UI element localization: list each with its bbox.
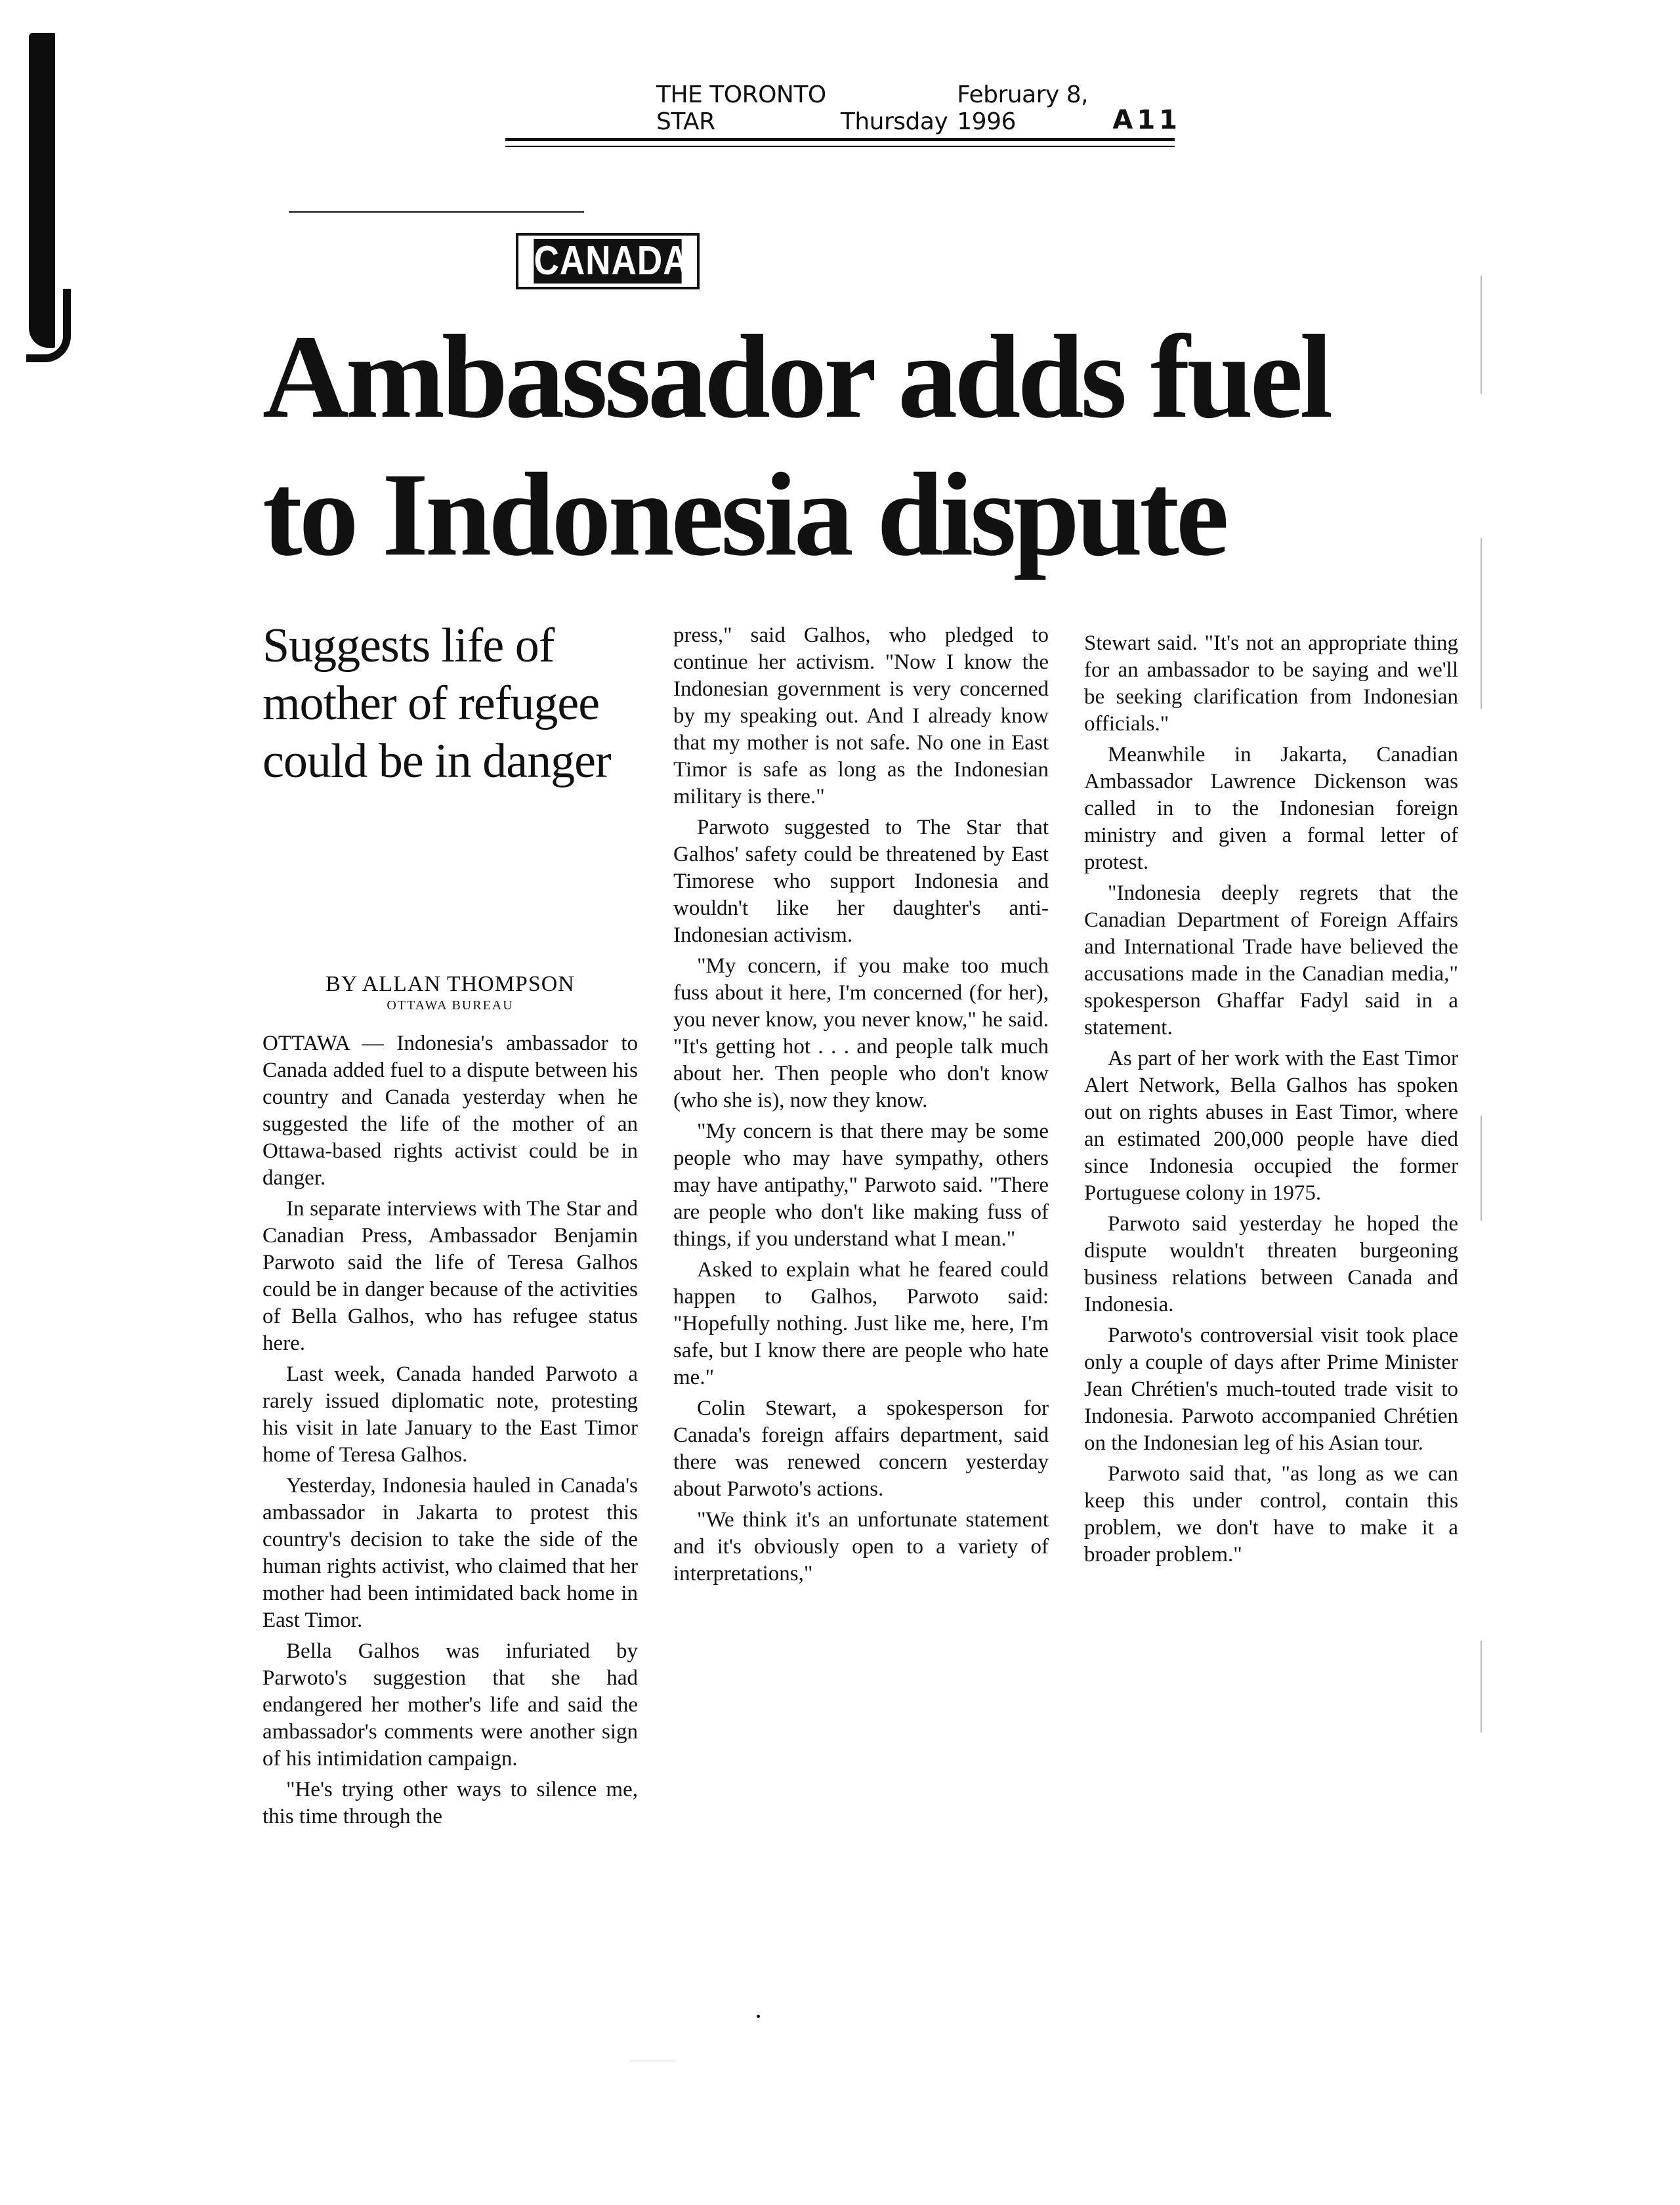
section-rule: [289, 211, 584, 213]
binder-hook-mark: [26, 289, 71, 362]
paragraph: In separate interviews with The Star and Canadian Press, Ambassador Benjamin Parwoto said the life of Teresa Galhos could be in danger because of the activities of Bella Galhos, who has refugee status here.: [262, 1197, 638, 1355]
paragraph: "Indonesia deeply regrets that the Canadian Department of Foreign Affairs and International Trade have believed the accusations made in the Canadian media," spokesperson Ghaffar Fadyl said in a statement.: [1084, 881, 1458, 1040]
article-column-3: [1084, 630, 1458, 1572]
paragraph: OTTAWA — Indonesia's ambassador to Canada added fuel to a dispute between his country and Canada yesterday when he suggested the life of the mother of an Ottawa-based rights activist could be in danger.: [262, 1032, 638, 1190]
paragraph: Parwoto suggested to The Star that Galhos' safety could be threatened by East Timorese who support Indonesia and wouldn't like her daughter's anti-Indonesian activism.: [673, 816, 1049, 947]
deck-line-1: Suggests life of: [262, 619, 555, 673]
section-flag-label: CANADA: [534, 238, 689, 284]
section-flag: [516, 233, 700, 289]
header-page-number: A11: [1112, 105, 1181, 135]
headline: [262, 308, 1483, 584]
deck-line-2: mother of refugee: [262, 677, 600, 730]
paragraph: Parwoto's controversial visit took place only a couple of days after Prime Minister Jean Chrétien's much-touted trade visit to Indonesia. Parwoto accompanied Chrétien on the Indonesian leg of his Asian tour.: [1084, 1324, 1458, 1455]
scan-edge-mark: [1480, 1116, 1482, 1221]
running-header: [656, 81, 1181, 135]
paragraph: press," said Galhos, who pledged to continue her activism. "Now I know the Indonesian government is very concerned by my speaking out. And I already know that my mother is not safe. No one in East Timor is safe as long as the Indonesian military is there.": [673, 623, 1049, 808]
article-column-1: [262, 1030, 638, 1834]
headline-line-1: Ambassador adds fuel: [262, 311, 1330, 443]
paragraph: Parwoto said that, "as long as we can keep this under control, contain this problem, we don't have to make it a broader problem.": [1084, 1462, 1458, 1566]
headline-line-2: to Indonesia dispute: [262, 449, 1226, 581]
paragraph: "He's trying other ways to silence me, this time through the: [262, 1778, 638, 1828]
paragraph: Yesterday, Indonesia hauled in Canada's ambassador in Jakarta to protest this country's decision to take the side of the human rights activist, who claimed that her mother had been intimidated back home in East Timor.: [262, 1474, 638, 1632]
paragraph: "My concern is that there may be some people who may have sympathy, others may have antipathy," Parwoto said. "There are people who don't like making fuss of things, if you understand what I mean.": [673, 1120, 1049, 1251]
header-paper-name: THE TORONTO STAR: [656, 81, 826, 135]
deck-line-3: could be in danger: [262, 734, 611, 788]
paragraph: "We think it's an unfortunate statement and it's obviously open to a variety of interpretations,": [673, 1508, 1049, 1586]
header-rule-thin: [505, 146, 1175, 147]
footer-dot-mark: [757, 2015, 760, 2018]
subheadline-deck: [262, 617, 656, 790]
paragraph: Last week, Canada handed Parwoto a rarely issued diplomatic note, protesting his visit in late January to the East Timor home of Teresa Galhos.: [262, 1362, 638, 1467]
header-date: February 8, 1996: [957, 81, 1089, 135]
paragraph: Colin Stewart, a spokesperson for Canada's foreign affairs department, said there was renewed concern yesterday about Parwoto's actions.: [673, 1396, 1049, 1501]
byline-bureau: OTTAWA BUREAU: [387, 998, 514, 1013]
paragraph: "My concern, if you make too much fuss about it here, I'm concerned (for her), you never know, you never know," he said. "It's getting hot . . . and people talk much about her. Then people who don't know (who she is), now they know.: [673, 954, 1049, 1112]
header-rule: [505, 138, 1175, 141]
byline-author: BY ALLAN THOMPSON: [326, 972, 575, 996]
paragraph: Parwoto said yesterday he hoped the dispute wouldn't threaten burgeoning business relations between Canada and Indonesia.: [1084, 1212, 1458, 1316]
header-day: Thursday: [840, 108, 948, 135]
paragraph: As part of her work with the East Timor Alert Network, Bella Galhos has spoken out on rights abuses in East Timor, where an estimated 200,000 people have died since Indonesia occupied the former Portuguese colony in 1975.: [1084, 1047, 1458, 1205]
paragraph: Meanwhile in Jakarta, Canadian Ambassador Lawrence Dickenson was called in to the Indonesian foreign ministry and given a formal letter of protest.: [1084, 743, 1458, 874]
paragraph: Bella Galhos was infuriated by Parwoto's suggestion that she had endangered her mother's life and said the ambassador's comments were another sign of his intimidation campaign.: [262, 1639, 638, 1771]
paragraph: Stewart said. "It's not an appropriate thing for an ambassador to be saying and we'll be seeking clarification from Indonesian officials.": [1084, 631, 1458, 736]
byline: [262, 971, 638, 1013]
scan-edge-mark: [1480, 1641, 1482, 1732]
article-column-2: [673, 622, 1049, 1591]
paragraph: Asked to explain what he feared could happen to Galhos, Parwoto said: "Hopefully nothing. Just like me, here, I'm safe, but I know there are people who hate me.": [673, 1258, 1049, 1389]
